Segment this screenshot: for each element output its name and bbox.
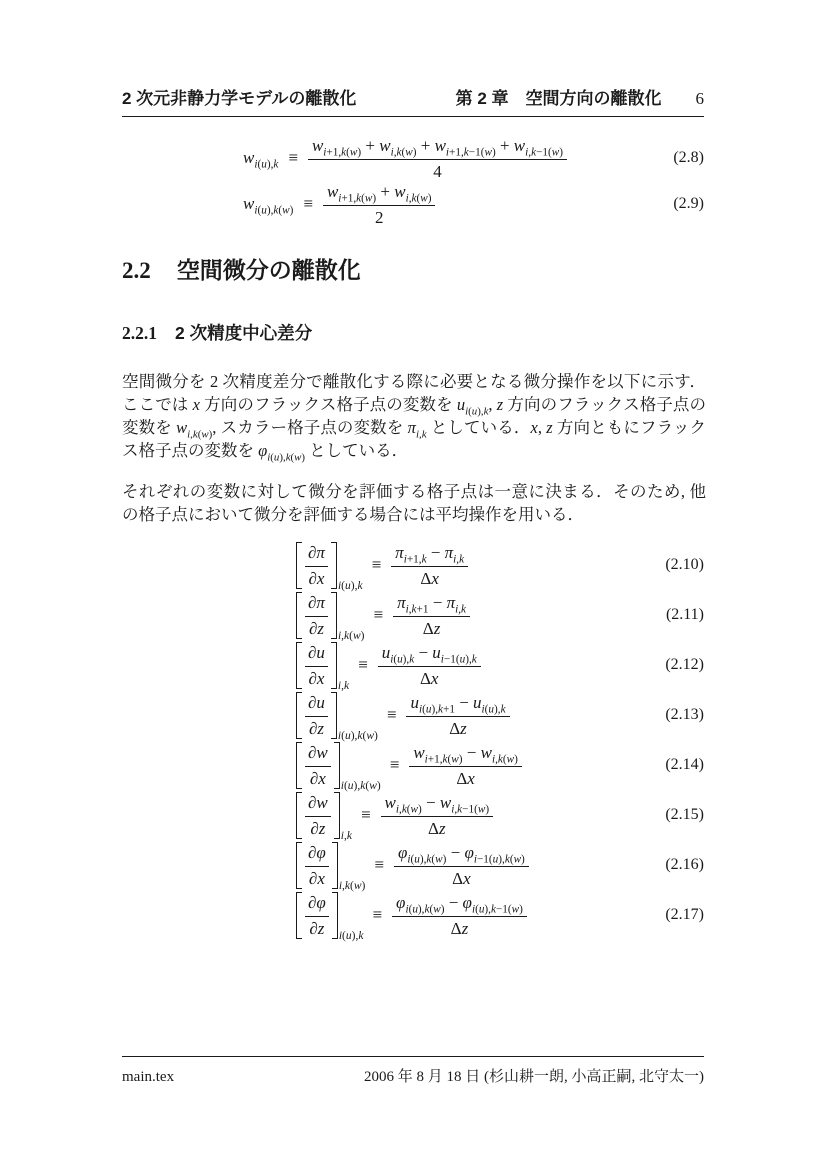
fraction-numerator: $\varphi_{i(u),k(w)} - \varphi_{i-1(u),k(w)}$ xyxy=(394,842,529,867)
inline-math: $w_{i,k(w)}$ xyxy=(176,418,213,441)
equation-lhs: $w_{i(u),k}$ xyxy=(243,148,279,171)
equation-number: (2.9) xyxy=(673,195,704,212)
fraction xyxy=(308,135,567,182)
derivative-equations-block xyxy=(122,540,704,940)
equation-number: (2.16) xyxy=(665,856,704,873)
subsection-number: 2.2.1 xyxy=(122,323,157,343)
equation-number: (2.13) xyxy=(665,706,704,723)
fraction xyxy=(323,181,436,228)
fraction xyxy=(381,792,494,839)
derivative-denominator: ∂x xyxy=(308,668,325,688)
bracketed-derivative xyxy=(296,692,337,739)
fraction xyxy=(393,592,470,639)
fraction xyxy=(392,892,527,939)
derivative-fraction xyxy=(305,542,328,589)
bracketed-derivative xyxy=(296,592,337,639)
fraction-denominator: Δx xyxy=(452,868,471,888)
equation-number: (2.17) xyxy=(665,906,704,923)
section-title: 空間微分の離散化 xyxy=(176,257,361,283)
fraction-denominator: Δz xyxy=(428,818,446,838)
equation-lhs: $w_{i(u),k(w)}$ xyxy=(243,194,294,217)
header-left-title: 2 次元非静力学モデルの離散化 xyxy=(122,89,357,108)
left-bracket xyxy=(296,842,302,889)
equiv-symbol: ≡ xyxy=(374,855,384,874)
derivative-fraction xyxy=(305,792,331,839)
equiv-symbol: ≡ xyxy=(371,555,382,574)
fraction-numerator: $u_{i(u),k} - u_{i-1(u),k}$ xyxy=(378,642,481,667)
derivative-fraction xyxy=(305,642,328,689)
left-bracket xyxy=(296,792,302,839)
left-bracket xyxy=(296,892,302,939)
derivative-fraction xyxy=(305,892,329,939)
equation-number: (2.14) xyxy=(665,756,704,773)
equiv-symbol: ≡ xyxy=(303,194,313,213)
equation xyxy=(122,690,704,740)
left-bracket xyxy=(296,592,302,639)
derivative-numerator: ∂π xyxy=(305,542,328,567)
bracketed-derivative xyxy=(296,742,340,789)
derivative-fraction xyxy=(305,842,329,889)
equation xyxy=(122,135,704,181)
page-footer xyxy=(122,1056,704,1086)
grid-point-subscript: i(u),k(w) xyxy=(337,730,378,742)
derivative-numerator: ∂π xyxy=(305,592,328,617)
equation xyxy=(122,840,704,890)
derivative-fraction xyxy=(305,592,328,639)
grid-point-subscript: i,k xyxy=(340,830,352,842)
fraction-denominator: Δx xyxy=(420,568,439,588)
grid-point-subscript: i(u),k xyxy=(337,580,363,592)
fraction-denominator: Δx xyxy=(419,668,439,688)
equation xyxy=(122,540,704,590)
derivative-numerator: ∂u xyxy=(305,642,328,667)
fraction-numerator: $u_{i(u),k+1} - u_{i(u),k}$ xyxy=(406,692,509,717)
fraction xyxy=(391,542,468,589)
left-bracket xyxy=(296,692,302,739)
equation xyxy=(122,181,704,227)
fraction-numerator: $\pi_{i,k+1} - \pi_{i,k}$ xyxy=(393,592,470,617)
right-bracket xyxy=(332,892,338,939)
derivative-denominator: ∂x xyxy=(308,868,325,888)
derivative-denominator: ∂z xyxy=(308,718,324,738)
fraction-numerator: $w_{i,k(w)} - w_{i,k-1(w)}$ xyxy=(381,792,494,817)
equation xyxy=(122,590,704,640)
derivative-denominator: ∂z xyxy=(308,618,324,638)
derivative-denominator: ∂x xyxy=(309,768,326,788)
fraction-numerator: $\varphi_{i(u),k(w)} - \varphi_{i(u),k-1(w)}$ xyxy=(392,892,527,917)
grid-point-subscript: i,k(w) xyxy=(337,630,365,642)
right-bracket xyxy=(331,642,337,689)
grid-point-subscript: i(u),k xyxy=(338,930,364,942)
equation-number: (2.12) xyxy=(665,656,704,673)
equation xyxy=(122,740,704,790)
inline-math: x, z xyxy=(530,418,553,437)
right-bracket xyxy=(334,792,340,839)
left-bracket xyxy=(296,742,302,789)
footer-filename: main.tex xyxy=(122,1069,175,1085)
bracketed-derivative xyxy=(296,642,337,689)
fraction-numerator: $w_{i+1,k(w)} + w_{i,k(w)} + w_{i+1,k-1(w)} + w_{i,k-1(w)}$ xyxy=(308,135,567,160)
equation xyxy=(122,640,704,690)
paragraph: それぞれの変数に対して微分を評価する格子点は一意に決まる．そのため, 他の格子点において微分を評価する場合には平均操作を用いる． xyxy=(122,482,706,524)
fraction xyxy=(378,642,481,689)
equiv-symbol: ≡ xyxy=(360,805,371,824)
equation xyxy=(122,790,704,840)
right-bracket xyxy=(334,742,340,789)
equiv-symbol: ≡ xyxy=(358,655,368,674)
right-bracket xyxy=(331,692,337,739)
equation xyxy=(122,890,704,940)
right-bracket xyxy=(332,842,338,889)
derivative-denominator: ∂x xyxy=(308,568,325,588)
derivative-denominator: ∂z xyxy=(309,918,325,938)
page-header xyxy=(122,84,704,117)
derivative-numerator: ∂φ xyxy=(305,892,329,917)
inline-math: $\pi_{i,k}$ xyxy=(407,418,427,441)
bracketed-derivative xyxy=(296,842,338,889)
equiv-symbol: ≡ xyxy=(386,705,397,724)
derivative-numerator: ∂u xyxy=(305,692,328,717)
fraction xyxy=(406,692,509,739)
fraction-denominator: 4 xyxy=(433,161,442,181)
mean-equations-block xyxy=(122,135,704,227)
equation-number: (2.10) xyxy=(665,556,704,573)
derivative-numerator: ∂w xyxy=(305,792,331,817)
fraction-numerator: $\pi_{i+1,k} - \pi_{i,k}$ xyxy=(391,542,468,567)
equation-number: (2.8) xyxy=(673,149,704,166)
inline-math: $u_{i(u),k}$ xyxy=(456,395,489,418)
left-bracket xyxy=(296,642,302,689)
grid-point-subscript: i(u),k(w) xyxy=(340,780,381,792)
header-chapter-title: 第 2 章 空間方向の離散化 xyxy=(455,89,662,108)
inline-math: x xyxy=(192,395,200,414)
derivative-numerator: ∂w xyxy=(305,742,331,767)
fraction-denominator: Δz xyxy=(422,618,441,638)
equiv-symbol: ≡ xyxy=(288,148,298,167)
header-page-number: 6 xyxy=(695,89,704,108)
inline-math: z xyxy=(496,395,504,414)
footer-date-authors: 2006 年 8 月 18 日 (杉山耕一朗, 小高正嗣, 北守太一) xyxy=(364,1069,704,1085)
left-bracket xyxy=(296,542,302,589)
equiv-symbol: ≡ xyxy=(389,755,400,774)
inline-math: $\varphi_{i(u),k(w)}$ xyxy=(258,441,306,464)
bracketed-derivative xyxy=(296,792,340,839)
derivative-denominator: ∂z xyxy=(310,818,326,838)
bracketed-derivative xyxy=(296,892,338,939)
fraction-numerator: $w_{i+1,k(w)} + w_{i,k(w)}$ xyxy=(323,181,436,206)
fraction-denominator: Δx xyxy=(456,768,475,788)
grid-point-subscript: i,k(w) xyxy=(338,880,366,892)
fraction xyxy=(394,842,529,889)
right-bracket xyxy=(331,592,337,639)
fraction-numerator: $w_{i+1,k(w)} - w_{i,k(w)}$ xyxy=(409,742,522,767)
right-bracket xyxy=(331,542,337,589)
fraction xyxy=(409,742,522,789)
paragraph: 空間微分を 2 次精度差分で離散化する際に必要となる微分操作を以下に示す．ここでは x 方向のフラックス格子点の変数を $u_{i(u),k}$, z 方向のフラックス格子点の変数を $w_{i,k(w)}$, スカラー格子点の変数を $\pi_{i,k}$ としている．x, z 方向ともにフラックス格子点の変数を $\varphi_{i(u),k(w)}$ としている． xyxy=(122,372,707,464)
equation-number: (2.11) xyxy=(665,606,704,623)
section-number: 2.2 xyxy=(122,258,151,283)
equiv-symbol: ≡ xyxy=(373,605,384,624)
fraction-denominator: Δz xyxy=(449,718,467,738)
section-heading xyxy=(122,252,361,285)
equation-number: (2.15) xyxy=(665,806,704,823)
fraction-denominator: Δz xyxy=(450,918,469,938)
subsection-title: 2 次精度中心差分 xyxy=(175,323,313,343)
derivative-fraction xyxy=(305,692,328,739)
fraction-denominator: 2 xyxy=(374,207,384,227)
derivative-numerator: ∂φ xyxy=(305,842,329,867)
equiv-symbol: ≡ xyxy=(372,905,383,924)
subsection-heading xyxy=(122,320,312,345)
derivative-fraction xyxy=(305,742,331,789)
grid-point-subscript: i,k xyxy=(337,680,350,692)
bracketed-derivative xyxy=(296,542,337,589)
